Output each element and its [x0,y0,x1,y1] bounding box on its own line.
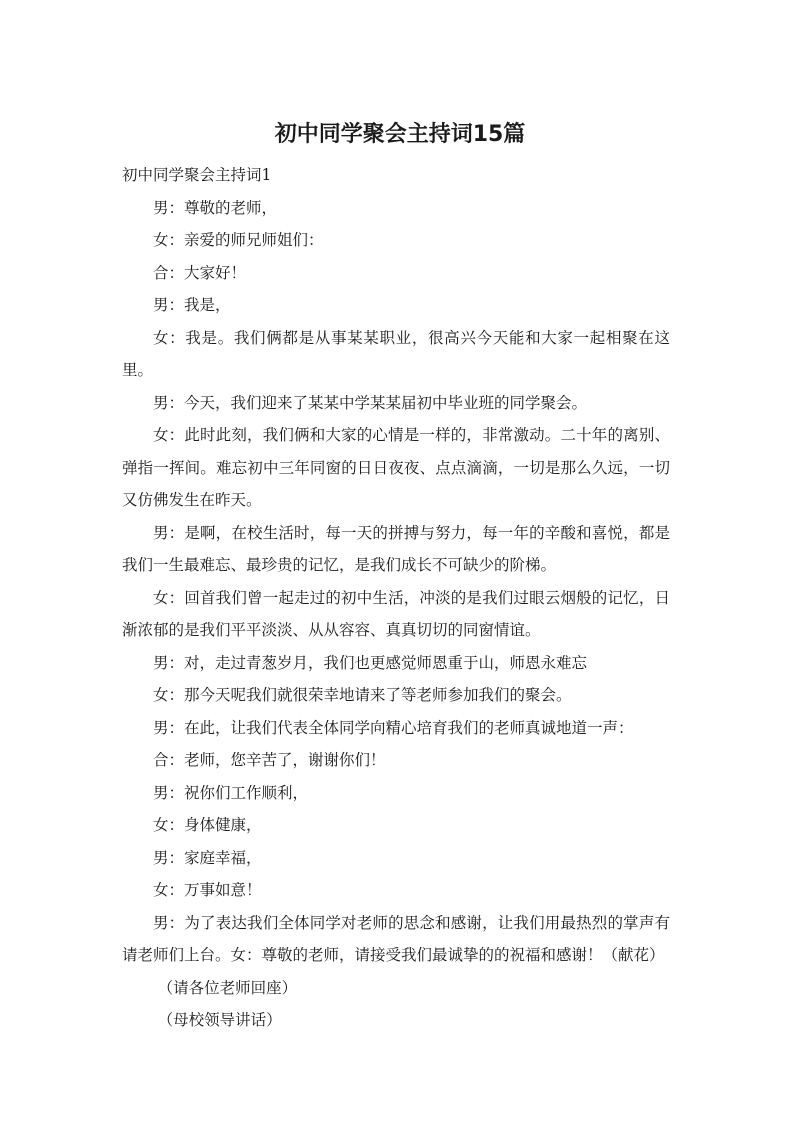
stage-direction: （母校领导讲话） [157,1011,282,1029]
paragraph: 男：今天，我们迎来了某某中学某某届初中毕业班的同学聚会。 [153,393,588,412]
document-title: 初中同学聚会主持词15篇 [274,122,526,147]
paragraph: 男：祝你们工作顺利， [153,783,309,802]
section-heading: 初中同学聚会主持词1 [122,166,272,184]
paragraph: 女：万事如意！ [153,881,262,899]
paragraph: 男：家庭幸福， [153,848,262,867]
paragraph: 男：是啊，在校生活时，每一天的拼搏与努力，每一年的辛酸和喜悦，都是我们一生最难忘、最珍贵的记忆，是我们成长不可缺少的阶梯。 [122,523,670,574]
paragraph: 男：尊敬的老师， [153,198,278,217]
paragraph: 女：身体健康， [153,816,262,834]
stage-direction: （请各位老师回座） [157,978,298,997]
paragraph: 合：老师，您辛苦了，谢谢你们！ [153,751,386,769]
paragraph: 女：回首我们曾一起走过的初中生活，冲淡的是我们过眼云烟般的记忆，日渐浓郁的是我们平平淡淡、从从容容、真真切切的同窗情谊。 [122,588,670,639]
paragraph: 合：大家好！ [153,263,247,282]
paragraph: 男：我是， [153,296,231,314]
paragraph: 女：那今天呢我们就很荣幸地请来了等老师参加我们的聚会。 [153,686,572,704]
document-body [122,159,670,1037]
paragraph: 女：我是。我们俩都是从事某某职业，很高兴今天能和大家一起相聚在这里。 [122,328,670,379]
paragraph: 女：亲爱的师兄师姐们： [153,231,324,249]
paragraph: 男：对，走过青葱岁月，我们也更感觉师恩重于山，师恩永难忘 [153,653,588,672]
paragraph: 男：在此，让我们代表全体同学向精心培育我们的老师真诚地道一声： [153,718,634,737]
paragraph: 女：此时此刻，我们俩和大家的心情是一样的，非常激动。二十年的离别、弹指一挥间。难忘初中三年同窗的日日夜夜、点点滴滴，一切是那么久远，一切又仿佛发生在昨天。 [122,426,670,509]
paragraph: 男：为了表达我们全体同学对老师的思念和感谢，让我们用最热烈的掌声有请老师们上台。女：尊敬的老师，请接受我们最诚挚的的祝福和感谢！（献花） [122,913,670,964]
